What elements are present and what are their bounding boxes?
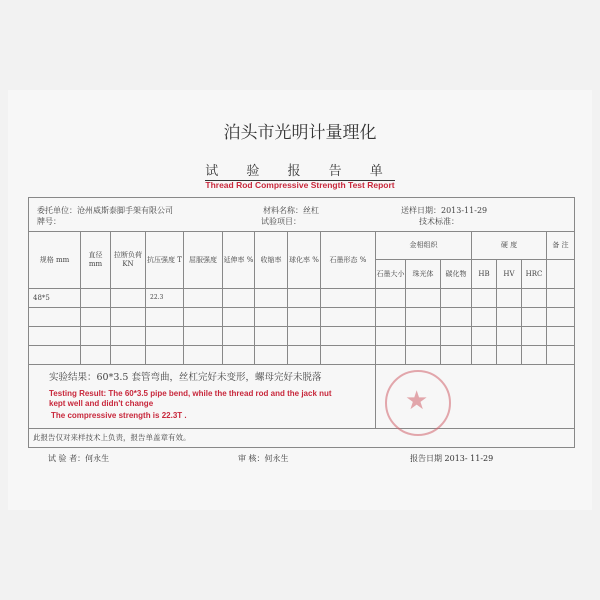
cell xyxy=(111,289,146,308)
result-en: Testing Result: The 60*3.5 pipe bend, while the thread rod and the jack nut kept well and didn't change xyxy=(49,388,332,409)
col-pearlite: 珠光体 xyxy=(406,260,441,289)
cell xyxy=(522,289,547,308)
cell xyxy=(441,289,472,308)
col-carbide: 碳化物 xyxy=(441,260,472,289)
report-subtitle: Thread Rod Compressive Strength Test Report xyxy=(205,180,395,190)
brand: 牌号： xyxy=(37,217,61,226)
organization-name: 泊头市光明计量理化 xyxy=(223,123,377,143)
cell xyxy=(406,289,441,308)
cell-compressive: 22.3 xyxy=(146,289,184,308)
col-spheroid: 球化率 % xyxy=(288,232,321,289)
cell xyxy=(497,289,522,308)
table-row xyxy=(29,346,575,365)
cell xyxy=(547,289,575,308)
cell xyxy=(472,289,497,308)
tester: 试 验 者：何永生 xyxy=(48,454,110,463)
cell xyxy=(223,289,255,308)
report-title xyxy=(0,160,600,179)
table-row xyxy=(29,289,575,308)
col-elongation: 延伸率 % xyxy=(223,232,255,289)
table-row xyxy=(29,327,575,346)
col-remark: 备 注 xyxy=(547,232,575,260)
cell xyxy=(255,289,288,308)
disclaimer-note: 此报告仅对来样技术上负责，报告单盖章有效。 xyxy=(29,429,575,448)
col-shrinkage: 收缩率 xyxy=(255,232,288,289)
col-yield: 屈服强度 xyxy=(184,232,223,289)
cell xyxy=(376,289,406,308)
client: 委托单位：沧州威斯泰脚手架有限公司 xyxy=(37,206,173,215)
material: 材料名称：丝杠 xyxy=(263,206,319,215)
report-table xyxy=(28,197,575,448)
report-date: 报告日期 2013- 11-29 xyxy=(410,454,494,463)
col-hrc: HRC xyxy=(522,260,547,289)
col-diameter: 直径 mm xyxy=(81,232,111,289)
star-icon: ★ xyxy=(405,386,429,416)
col-graphite-form: 石墨形态 % xyxy=(321,232,376,289)
test-item: 试验项目： xyxy=(261,217,301,226)
official-seal xyxy=(385,370,451,436)
cell xyxy=(288,289,321,308)
result-strength: The compressive strength is 22.3T . xyxy=(51,410,187,420)
sample-date: 送样日期：2013-11-29 xyxy=(401,206,488,215)
col-hardness: 硬 度 xyxy=(472,232,547,260)
reviewer: 审 核：何永生 xyxy=(238,454,289,463)
cell-empty xyxy=(547,260,575,289)
cell-spec: 48*5 xyxy=(29,289,81,308)
info-row xyxy=(29,198,575,232)
cell xyxy=(184,289,223,308)
col-metallography: 金相组织 xyxy=(376,232,472,260)
table-row xyxy=(29,308,575,327)
result-cell xyxy=(29,365,376,429)
col-spec: 规格 mm xyxy=(29,232,81,289)
col-hv: HV xyxy=(497,260,522,289)
col-hb: HB xyxy=(472,260,497,289)
col-break-load: 拉断负荷 KN xyxy=(111,232,146,289)
report-title-text: 试 验 报 告 单 xyxy=(205,164,395,179)
result-cn: 实验结果：60*3.5 套管弯曲，丝杠完好未变形，螺母完好未脱落 xyxy=(49,372,322,383)
standard: 技术标准： xyxy=(419,217,459,226)
col-graphite-size: 石墨大小 xyxy=(376,260,406,289)
cell xyxy=(321,289,376,308)
col-compressive: 抗压强度 T xyxy=(146,232,184,289)
cell xyxy=(81,289,111,308)
